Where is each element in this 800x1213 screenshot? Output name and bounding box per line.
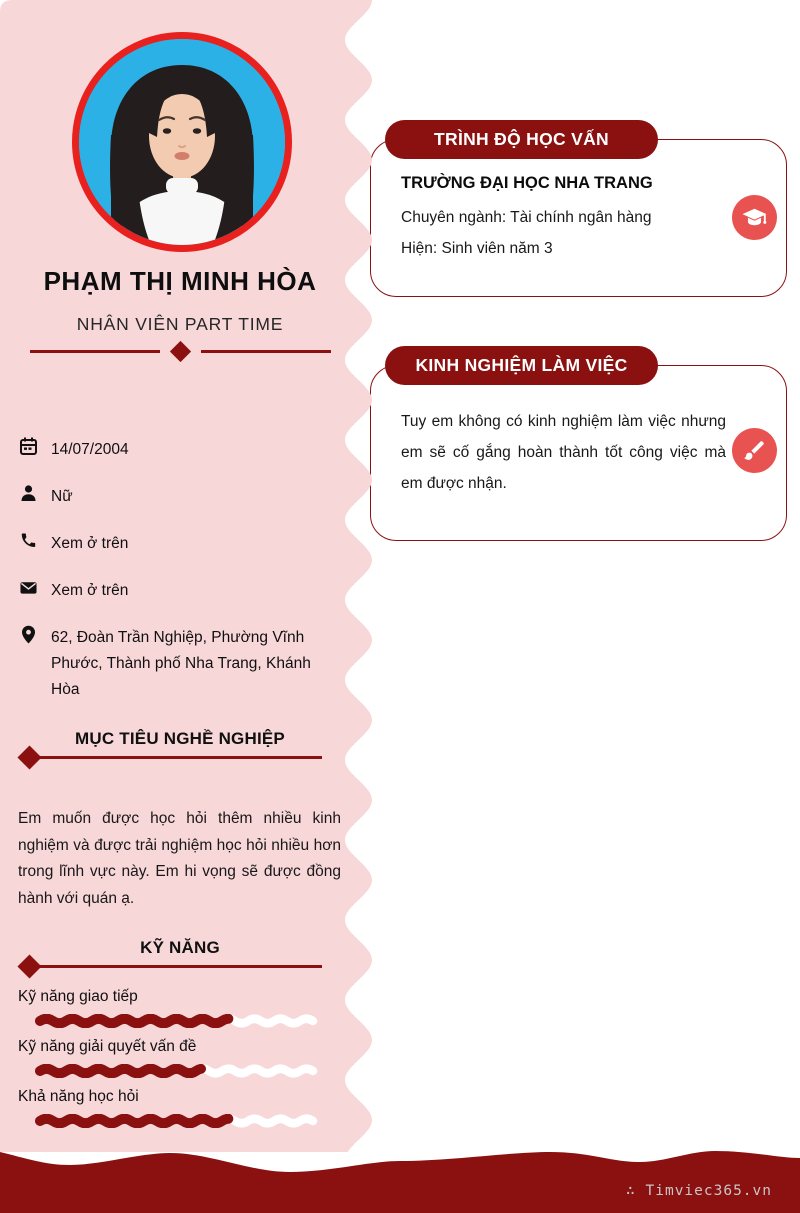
calendar-icon: [20, 437, 37, 456]
experience-icon-badge: [732, 428, 777, 473]
graduation-cap-icon: [741, 206, 768, 230]
sidebar: [0, 0, 360, 1152]
contact-row-gender: [20, 484, 320, 510]
contact-gender: Nữ: [51, 488, 73, 505]
experience-heading: KINH NGHIỆM LÀM VIỆC: [415, 355, 628, 375]
education-icon-badge: [732, 195, 777, 240]
education-status: Hiện: Sinh viên năm 3: [401, 240, 553, 257]
portrait-illustration: [79, 39, 285, 245]
experience-text: Tuy em không có kinh nghiệm làm việc nhưng em sẽ cố gắng hoàn thành tốt công việc mà em được nhận.: [401, 413, 726, 492]
watermark: ∴ Timviec365.vn: [626, 1183, 772, 1199]
diamond-ornament: [169, 341, 190, 362]
experience-card: [370, 365, 787, 541]
envelope-icon: [20, 578, 37, 597]
experience-section-title: [385, 346, 658, 385]
skills-heading: KỸ NĂNG: [140, 938, 220, 957]
education-card: [370, 139, 787, 297]
contact-address: 62, Đoàn Trần Nghiệp, Phường Vĩnh Phước, Thành phố Nha Trang, Khánh Hòa: [51, 629, 311, 698]
location-icon: [20, 625, 37, 644]
diamond-ornament: [17, 954, 41, 978]
profile-photo: [72, 32, 292, 252]
skill-label: Khả năng học hỏi: [18, 1088, 139, 1105]
education-heading: TRÌNH ĐỘ HỌC VẤN: [434, 129, 609, 149]
skills-section-header: [0, 938, 360, 968]
skill-label: Kỹ năng giải quyết vấn đề: [18, 1038, 197, 1055]
user-icon: [20, 484, 37, 503]
skill-bar: [35, 1064, 322, 1078]
objective-section-header: [0, 729, 360, 759]
skills-list: [18, 988, 342, 1138]
contact-row-phone: [20, 531, 320, 557]
skill-label: Kỹ năng giao tiếp: [18, 988, 138, 1005]
footer-wave: [0, 1145, 800, 1213]
phone-icon: [20, 531, 37, 550]
candidate-job-title: NHÂN VIÊN PART TIME: [76, 314, 284, 334]
paintbrush-icon: [742, 438, 767, 463]
contact-row-email: [20, 578, 320, 604]
divider-line-left: [30, 350, 160, 353]
education-section-title: [385, 120, 658, 159]
objective-underline: [30, 756, 322, 759]
name-divider: [0, 344, 360, 359]
contact-list: [20, 437, 320, 724]
skills-underline: [30, 965, 322, 968]
divider-line-right: [201, 350, 331, 353]
skill-bar: [35, 1114, 322, 1128]
objective-text: Em muốn được học hỏi thêm nhiều kinh nghiệm và được trải nghiệm học hỏi nhiều hơn trong lĩnh vực này. Em hi vọng sẽ được đồng hành với quán ạ.: [18, 810, 341, 907]
contact-phone: Xem ở trên: [51, 535, 129, 552]
diamond-ornament: [17, 745, 41, 769]
contact-row-address: [20, 625, 320, 703]
contact-birthdate: 14/07/2004: [51, 441, 129, 458]
contact-email: Xem ở trên: [51, 582, 129, 599]
education-school: TRƯỜNG ĐẠI HỌC NHA TRANG: [401, 174, 653, 192]
contact-row-birthdate: [20, 437, 320, 463]
skill-bar: [35, 1014, 322, 1028]
objective-heading: MỤC TIÊU NGHỀ NGHIỆP: [75, 729, 285, 748]
candidate-name: PHẠM THỊ MINH HÒA: [43, 266, 317, 296]
education-major: Chuyên ngành: Tài chính ngân hàng: [401, 209, 652, 226]
